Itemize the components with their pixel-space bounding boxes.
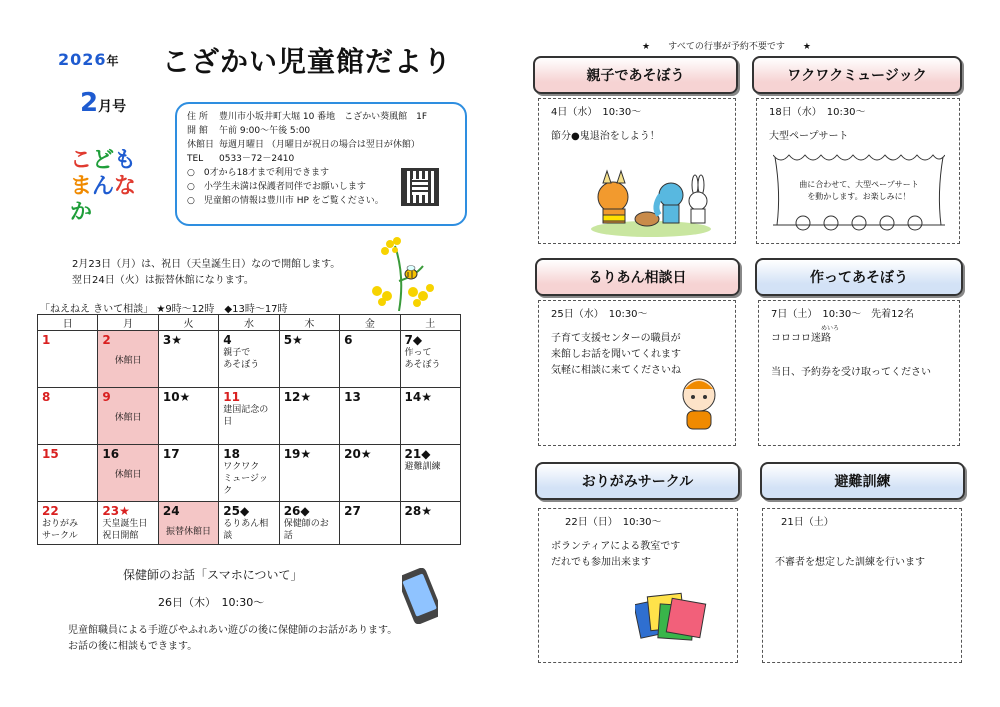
oni-and-animals-illustration-icon xyxy=(587,165,715,237)
weekday-header: 水 xyxy=(219,315,279,331)
calendar-day-cell xyxy=(219,502,279,545)
calendar-day-number: 1 xyxy=(42,333,51,347)
health-talk-description: 児童館職員による手遊びやふれあい遊びの後に保健師のお話があります。 お話の後に相談もできます。 xyxy=(68,625,398,652)
event-line: 節分●鬼退治をしよう！ xyxy=(551,131,660,142)
event-box-tsukutte xyxy=(758,300,960,446)
event-line: 不審者を想定した訓練を行います xyxy=(775,557,925,568)
calendar-day-number: 19★ xyxy=(283,447,312,461)
calendar-day-number: 18 xyxy=(223,447,240,461)
calendar-day-cell xyxy=(98,445,158,502)
calendar-event-label: サークル xyxy=(42,531,78,541)
calendar-event-label: 親子で xyxy=(223,348,251,358)
consultation-hours-label: 「ねえねえ きいて相談」 ★9時～12時 ◆13時～17時 xyxy=(40,304,288,315)
calendar-day-number: 25◆ xyxy=(223,504,250,518)
calendar-day-number: 23★ xyxy=(102,504,130,518)
calendar-event-label: 天皇誕生日 xyxy=(102,519,148,529)
event-line: だれでも参加出来ます xyxy=(551,557,651,568)
calendar-event-label: 避難訓練 xyxy=(404,462,441,472)
calendar-day-cell xyxy=(279,502,339,545)
calendar-day-cell xyxy=(400,388,460,445)
calendar-event-label: 建国記念の日 xyxy=(223,405,269,427)
event-line: 来館しお話を聞いてくれます xyxy=(551,349,681,360)
event-title-tsukutte: 作ってあそぼう xyxy=(755,258,963,296)
event-line: 大型ペープサート xyxy=(769,131,849,142)
event-line: ボランティアによる教室です xyxy=(551,541,681,552)
calendar-day-cell xyxy=(279,445,339,502)
calendar-day-cell xyxy=(219,445,279,502)
calendar-event-label: 祝日開館 xyxy=(102,531,139,541)
calendar-event-label: るりあん相談 xyxy=(223,519,269,541)
event-title-oyako: 親子であそぼう xyxy=(533,56,738,94)
calendar-day-number: 12★ xyxy=(283,390,312,404)
calendar-event-label: 保健師のお話 xyxy=(283,519,329,541)
calendar-day-number: 2 xyxy=(102,333,111,347)
calendar-day-number: 27 xyxy=(344,504,361,518)
calendar-day-cell xyxy=(38,445,98,502)
calendar-event-label: 作って xyxy=(404,348,432,358)
event-date: 7日（土） 10:30～ 先着12名 xyxy=(771,309,914,320)
event-box-wakuwaku xyxy=(756,98,960,244)
calendar-day-cell xyxy=(98,502,158,545)
puppet-stage-illustration xyxy=(773,153,945,239)
event-box-oyako xyxy=(538,98,736,244)
calendar-event-label: 振替休館日 xyxy=(166,527,212,537)
health-talk-date: 26日（木） 10:30～ xyxy=(158,596,265,609)
calendar-day-number: 5★ xyxy=(283,333,303,347)
calendar-week-row xyxy=(38,331,461,388)
event-date: 18日（水） 10:30～ xyxy=(769,107,866,118)
event-date: 22日（日） 10:30～ xyxy=(565,517,662,528)
rapeseed-flower-bee-icon xyxy=(365,236,445,311)
calendar-day-cell xyxy=(400,445,460,502)
facility-info-box: 住 所 豊川市小坂井町大堀 10 番地 こざかい葵風館 1F 開 館 午前 9:00～午後 5:00 休館日 毎週月曜日 （月曜日が祝日の場合は翌日が休館） TEL 0533－72－2410 ○ 0才から18才まで利用できます ○ 小学生未満は保護者同伴でお願いします ○ 児童館の情報は豊川市 HP をご覧ください。 xyxy=(175,102,467,226)
calendar-day-cell xyxy=(340,388,400,445)
calendar-day-number: 9 xyxy=(102,390,111,404)
calendar-day-number: 4 xyxy=(223,333,232,347)
event-title-ruriann: るりあん相談日 xyxy=(535,258,740,296)
event-inner-text: を動かします。お楽しみに！ xyxy=(807,192,911,201)
calendar-event-label: あそぼう xyxy=(223,360,260,370)
calendar-day-number: 7◆ xyxy=(404,333,423,347)
weekday-header: 月 xyxy=(98,315,158,331)
event-title-hinan: 避難訓練 xyxy=(760,462,965,500)
event-box-ruriann xyxy=(538,300,736,446)
weekday-header: 土 xyxy=(400,315,460,331)
event-box-hinan xyxy=(762,508,962,663)
event-line: 当日、予約券を受け取ってください xyxy=(771,367,931,378)
calendar-week-row xyxy=(38,388,461,445)
calendar-day-number: 11 xyxy=(223,390,240,404)
qr-code-icon[interactable] xyxy=(401,168,439,206)
monthly-calendar xyxy=(37,314,461,545)
calendar-day-number: 6 xyxy=(344,333,353,347)
calendar-day-number: 3★ xyxy=(162,333,182,347)
calendar-day-number: 17 xyxy=(162,447,180,461)
origami-paper-icon xyxy=(635,587,707,649)
calendar-day-cell xyxy=(279,388,339,445)
event-date: 25日（水） 10:30～ xyxy=(551,309,648,320)
calendar-day-number: 10★ xyxy=(162,390,191,404)
calendar-day-cell xyxy=(98,388,158,445)
calendar-day-number: 22 xyxy=(42,504,59,518)
calendar-day-number: 14★ xyxy=(404,390,432,404)
kodomo-mannaka-logo: こども まんなか xyxy=(70,148,137,225)
calendar-day-cell xyxy=(158,445,218,502)
event-title-origami: おりがみサークル xyxy=(535,462,740,500)
calendar-day-cell xyxy=(219,388,279,445)
calendar-day-cell xyxy=(38,502,98,545)
calendar-day-number: 20★ xyxy=(344,447,372,461)
calendar-week-row xyxy=(38,502,461,545)
smartphone-icon xyxy=(402,568,438,624)
calendar-day-cell xyxy=(400,331,460,388)
calendar-event-label: 休館日 xyxy=(114,356,142,366)
calendar-event-label: あそぼう xyxy=(404,360,441,370)
event-date: 21日（土） xyxy=(781,517,834,528)
calendar-event-label: 休館日 xyxy=(114,413,142,423)
calendar-day-cell xyxy=(340,502,400,545)
issue-year: 2026年 xyxy=(58,50,120,69)
event-inner-text: 曲に合わせて、大型ペープサート xyxy=(799,180,919,189)
calendar-day-cell xyxy=(340,331,400,388)
calendar-day-cell xyxy=(158,502,218,545)
calendar-event-label: おりがみ xyxy=(42,519,79,529)
calendar-day-cell xyxy=(158,331,218,388)
calendar-event-label: ワクワク xyxy=(223,462,260,472)
weekday-header: 日 xyxy=(38,315,98,331)
calendar-week-row xyxy=(38,445,461,502)
event-ruby: めいろ xyxy=(821,325,840,332)
event-line: コロコロ迷路 xyxy=(771,333,831,344)
calendar-day-number: 8 xyxy=(42,390,51,404)
no-reservation-note: ★ すべての行事が予約不要です ★ xyxy=(642,42,811,52)
calendar-day-number: 13 xyxy=(344,390,361,404)
baby-illustration-icon xyxy=(675,373,723,433)
calendar-day-cell xyxy=(38,331,98,388)
calendar-day-number: 24 xyxy=(162,504,180,518)
event-box-origami xyxy=(538,508,738,663)
calendar-day-cell xyxy=(400,502,460,545)
event-title-wakuwaku: ワクワクミュージック xyxy=(752,56,962,94)
weekday-header: 木 xyxy=(279,315,339,331)
calendar-day-number: 21◆ xyxy=(404,447,431,461)
weekday-header: 火 xyxy=(158,315,218,331)
calendar-day-cell xyxy=(158,388,218,445)
calendar-day-cell xyxy=(279,331,339,388)
event-line: 子育て支援センターの職員が xyxy=(551,333,681,344)
calendar-day-cell xyxy=(340,445,400,502)
holiday-notice: 2月23日（月）は、祝日（天皇誕生日）なので開館します。 翌日24日（火）は振替休館になります。 xyxy=(72,259,341,286)
newsletter-title: こざかい児童館だより xyxy=(162,45,453,78)
event-line: 気軽に相談に来てくださいね xyxy=(551,365,681,376)
issue-month: 2月号 xyxy=(80,88,127,118)
calendar-day-cell xyxy=(219,331,279,388)
calendar-day-cell xyxy=(38,388,98,445)
calendar-day-cell xyxy=(98,331,158,388)
weekday-header: 金 xyxy=(340,315,400,331)
calendar-day-number: 28★ xyxy=(404,504,432,518)
health-talk-title: 保健師のお話「スマホについて」 xyxy=(123,568,303,582)
calendar-event-label: ミュージック xyxy=(223,474,268,496)
calendar-event-label: 休館日 xyxy=(114,470,142,480)
event-date: 4日（水） 10:30～ xyxy=(551,107,642,118)
calendar-day-number: 15 xyxy=(42,447,59,461)
calendar-day-number: 26◆ xyxy=(283,504,310,518)
calendar-day-number: 16 xyxy=(102,447,120,461)
